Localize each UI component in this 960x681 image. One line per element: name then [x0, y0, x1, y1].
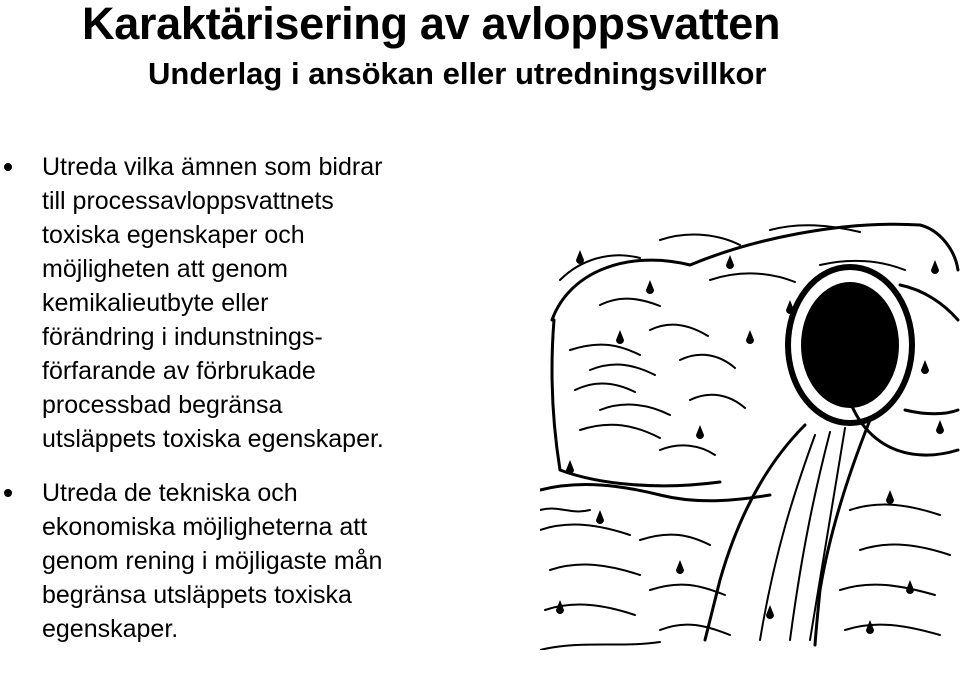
bullet-item-2: [0, 476, 540, 646]
bullet-line: kemikalieutbyte eller: [42, 289, 269, 317]
bullet-line: ekonomiska möjligheterna att: [42, 513, 368, 541]
bullet-dot-icon: [4, 163, 12, 171]
bullet-line: toxiska egenskaper och: [42, 221, 305, 249]
slide-title: Karaktärisering av avloppsvatten: [82, 0, 781, 49]
bullet-line: utsläppets toxiska egenskaper.: [42, 425, 384, 453]
bullet-list: [0, 150, 540, 646]
bullet-item-1: [0, 150, 540, 456]
pipe-illustration-icon: [540, 210, 960, 650]
bullet-line: begränsa utsläppets toxiska: [42, 581, 352, 609]
bullet-line: egenskaper.: [42, 615, 179, 643]
slide-subtitle: Underlag i ansökan eller utredningsvillkor: [148, 56, 767, 91]
bullet-line: till processavloppsvattnets: [42, 187, 334, 215]
bullet-line: processbad begränsa: [42, 391, 283, 419]
bullet-line: Utreda de tekniska och: [42, 479, 298, 507]
bullet-line: Utreda vilka ämnen som bidrar: [42, 153, 383, 181]
bullet-line: förändring i indunstnings-: [42, 323, 323, 351]
bullet-line: förfarande av förbrukade: [42, 357, 316, 385]
bullet-line: genom rening i möjligaste mån: [42, 547, 383, 575]
wastewater-pipe-discharge-illustration: [540, 210, 960, 650]
bullet-dot-icon: [4, 489, 12, 497]
bullet-line: möjligheten att genom: [42, 255, 288, 283]
